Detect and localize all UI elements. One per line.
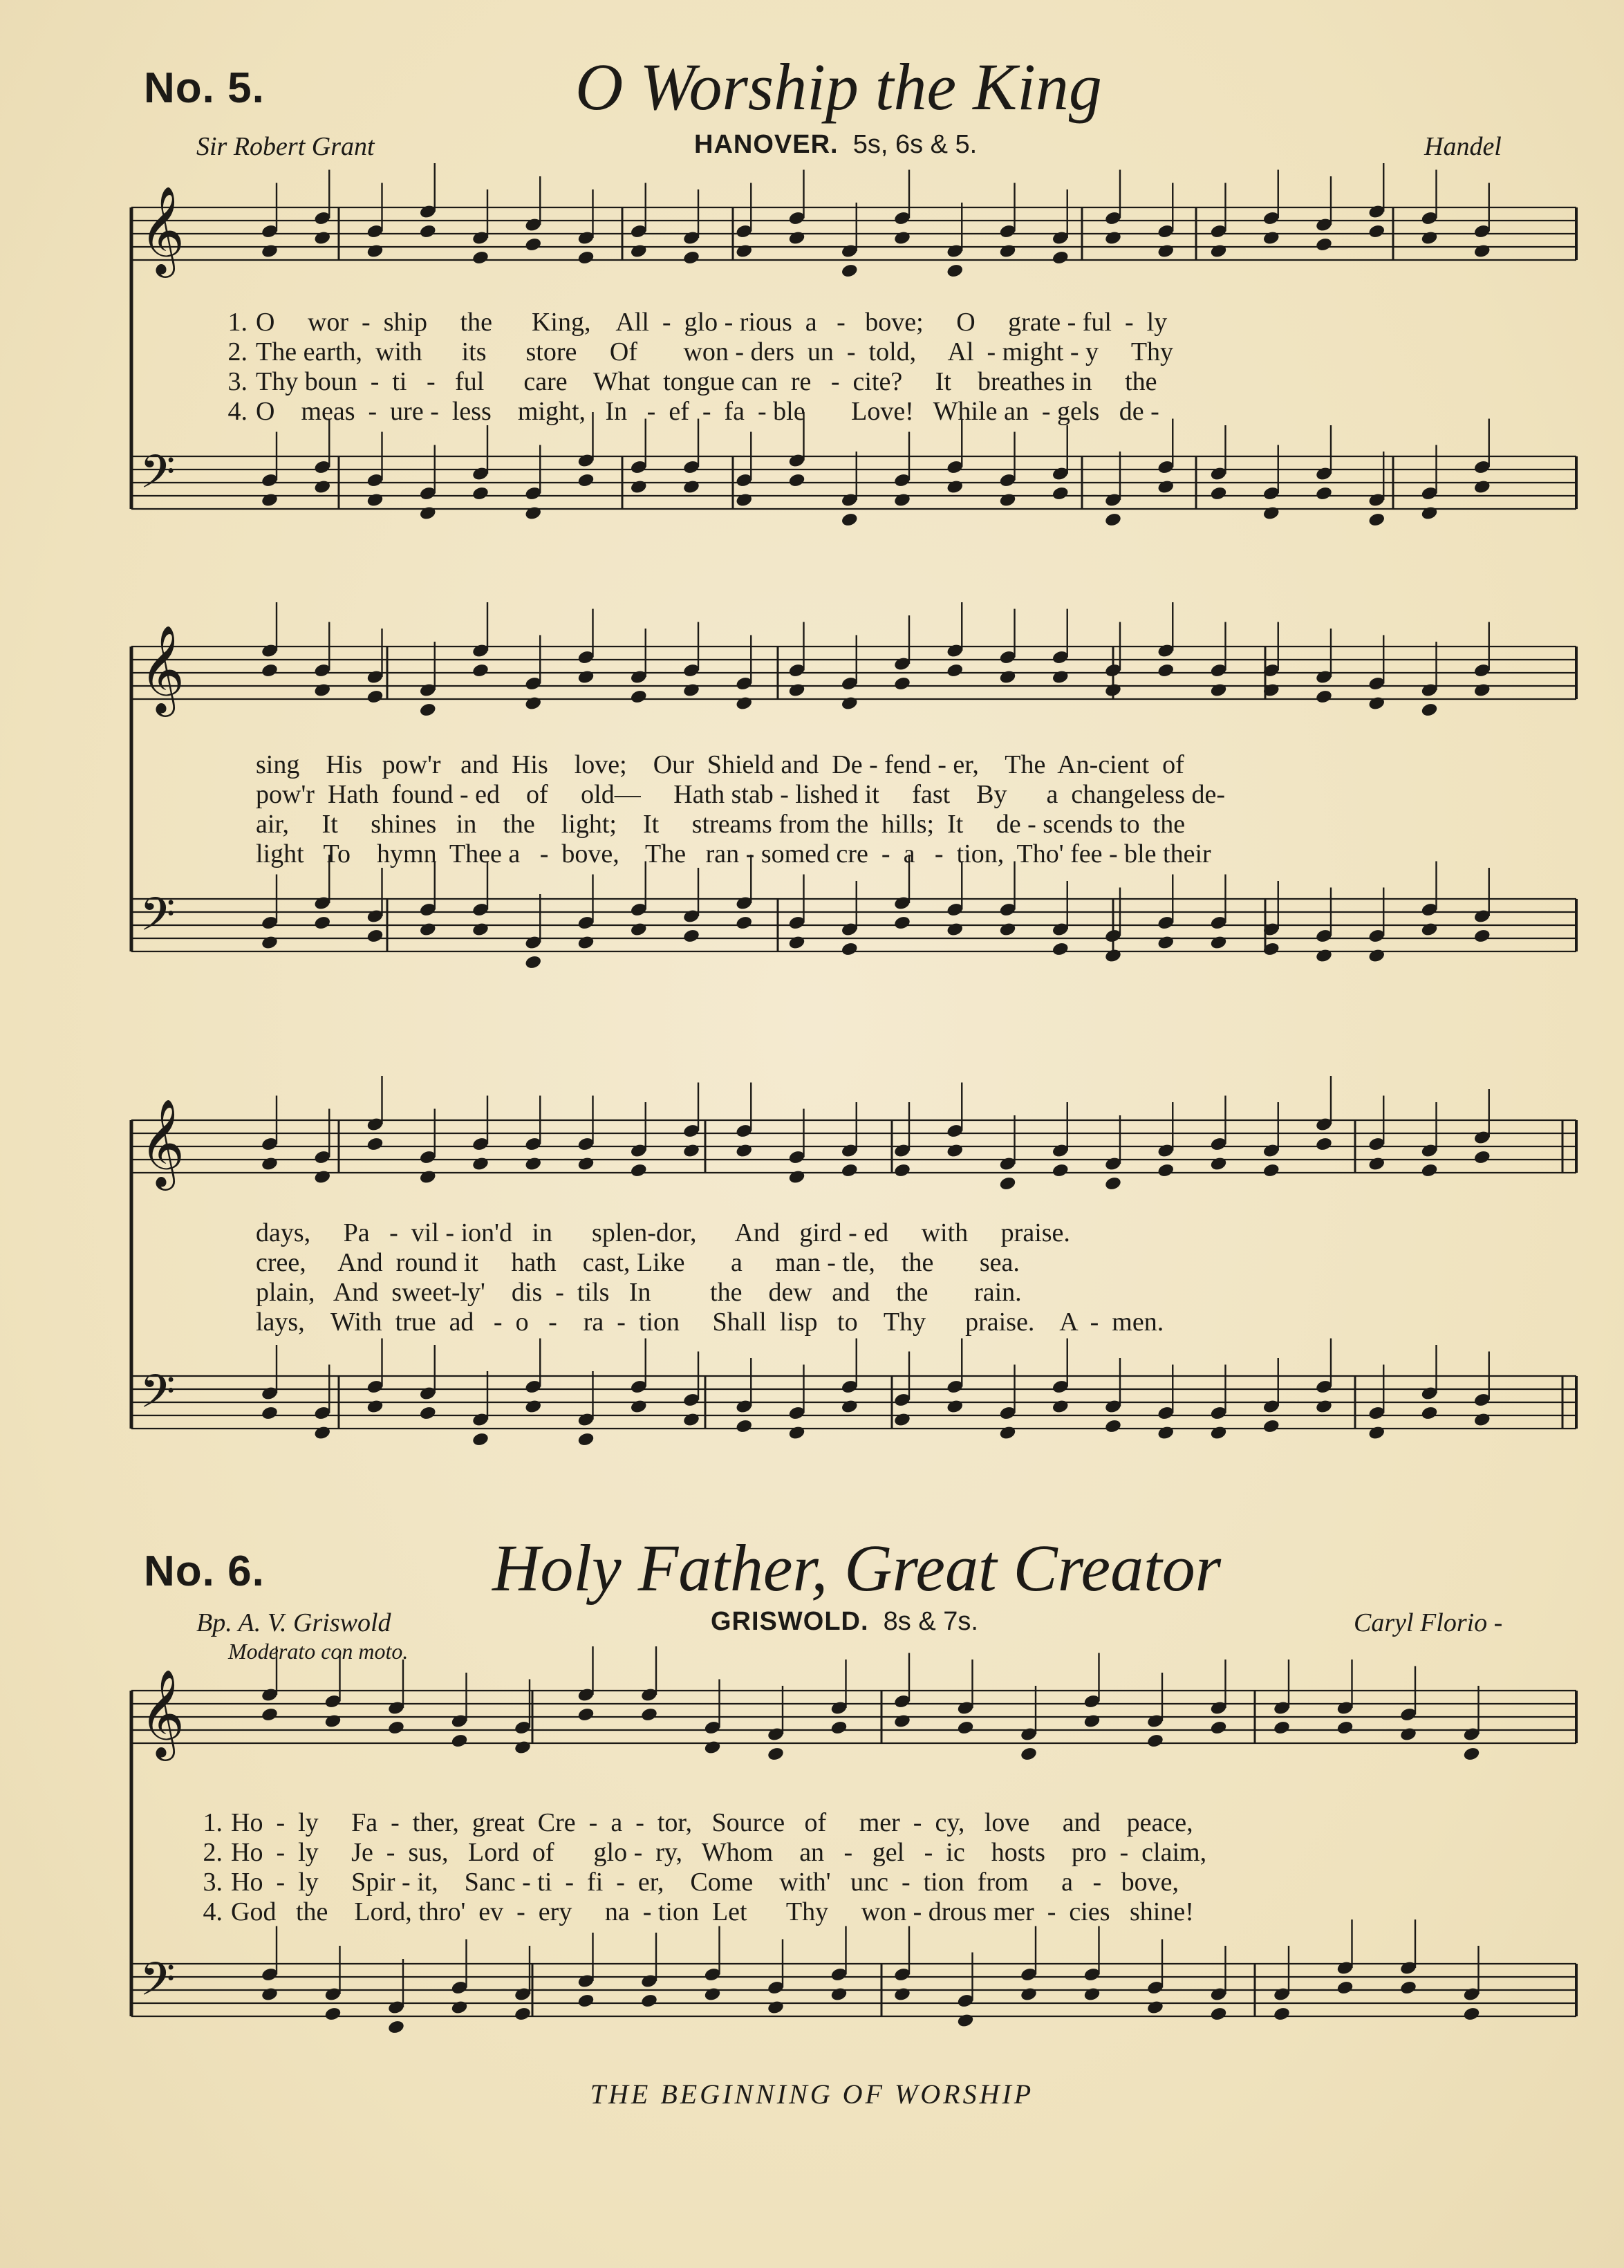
note-head xyxy=(893,1987,911,2002)
lyric-line xyxy=(207,1308,1164,1337)
note-head xyxy=(1420,1405,1438,1421)
note-head xyxy=(998,1175,1016,1191)
page-footer: THE BEGINNING OF WORSHIP xyxy=(590,2079,1034,2110)
note-head xyxy=(630,922,648,938)
note-head xyxy=(1368,512,1385,528)
note-head xyxy=(893,230,911,246)
note-head xyxy=(735,243,753,259)
hymn-composer: Handel xyxy=(1424,132,1502,161)
note-head xyxy=(1473,928,1491,944)
note-head xyxy=(1104,1175,1122,1191)
lyrics-block xyxy=(207,308,1173,427)
verse-number xyxy=(207,1218,256,1248)
note-head xyxy=(1209,1720,1227,1736)
note-head xyxy=(1020,1987,1038,2002)
note-head xyxy=(703,1987,721,2002)
note-head xyxy=(1020,1746,1038,1762)
note-head xyxy=(261,935,279,951)
treble-clef: 𝄞 xyxy=(140,624,185,713)
note-head xyxy=(1399,1980,1417,1996)
note-head xyxy=(830,1987,848,2002)
note-head xyxy=(1368,948,1385,964)
note-head xyxy=(998,922,1016,938)
bass-clef: 𝄢 xyxy=(140,888,176,952)
note-head xyxy=(630,479,648,495)
note-head xyxy=(419,922,437,938)
treble-clef: 𝄞 xyxy=(140,1669,185,1757)
note-head xyxy=(682,479,700,495)
note-head xyxy=(735,696,753,712)
note-head xyxy=(524,954,542,970)
note-head xyxy=(841,941,859,957)
note-head xyxy=(1315,485,1333,501)
treble-clef: 𝄞 xyxy=(140,185,185,274)
verse-number xyxy=(207,1278,256,1308)
note-head xyxy=(366,492,384,508)
note-head xyxy=(1262,1162,1280,1178)
note-head xyxy=(387,1720,405,1736)
note-head xyxy=(1315,948,1333,964)
note-head xyxy=(324,2006,342,2022)
note-head xyxy=(577,1156,595,1172)
lyric-text: God the Lord, thro' ev - ery na - tion Let Thy won - drous mer - cies shine! xyxy=(231,1897,1194,1926)
tune-name: HANOVER. xyxy=(694,130,839,159)
note-head xyxy=(1157,479,1175,495)
note-head xyxy=(1209,682,1227,698)
note-head xyxy=(841,512,859,528)
lyric-line xyxy=(207,810,1225,839)
lyric-text: sing His pow'r and His love; Our Shield and De - fend - er, The An-cient of xyxy=(256,750,1184,779)
note-head xyxy=(313,1425,331,1441)
note-head xyxy=(514,2006,532,2022)
note-head xyxy=(261,492,279,508)
note-head xyxy=(577,669,595,685)
tune-name: GRISWOLD. xyxy=(711,1607,869,1636)
note-head xyxy=(956,1720,974,1736)
note-head xyxy=(1273,1720,1291,1736)
hymn-title: O Worship the King xyxy=(575,50,1102,124)
note-head xyxy=(1462,1746,1480,1762)
note-head xyxy=(1336,1720,1354,1736)
hymn-number: No. 5. xyxy=(144,64,265,112)
treble-clef: 𝄞 xyxy=(140,1098,185,1187)
note-head xyxy=(1462,2006,1480,2022)
lyric-line xyxy=(207,397,1173,427)
note-head xyxy=(1368,1156,1385,1172)
note-head xyxy=(893,492,911,508)
verse-number: 4. xyxy=(227,397,248,426)
note-head xyxy=(1399,1727,1417,1742)
note-head xyxy=(1157,935,1175,951)
note-head xyxy=(313,682,331,698)
note-head xyxy=(1473,1149,1491,1165)
note-head xyxy=(524,1399,542,1415)
note-head xyxy=(787,935,805,951)
verse-number: 3. xyxy=(227,367,248,396)
lyric-text: Ho - ly Spir - it, Sanc - ti - fi - er, Come with' unc - tion from a - bove, xyxy=(231,1868,1179,1897)
note-head xyxy=(682,928,700,944)
note-head xyxy=(1473,479,1491,495)
note-head xyxy=(1420,702,1438,718)
note-head xyxy=(1052,1162,1070,1178)
note-head xyxy=(1262,505,1280,521)
note-head xyxy=(946,1143,964,1159)
note-head xyxy=(261,1987,279,2002)
verse-number xyxy=(207,750,256,780)
note-head xyxy=(472,1156,489,1172)
note-head xyxy=(946,1399,964,1415)
note-head xyxy=(630,243,648,259)
lyric-line xyxy=(207,839,1225,869)
lyric-line xyxy=(207,1248,1164,1278)
lyrics-block xyxy=(207,750,1225,869)
lyric-text: air, It shines in the light; It streams from the hills; It de - scends to the xyxy=(256,810,1186,839)
note-head xyxy=(387,2019,405,2035)
lyric-line xyxy=(183,1808,1206,1838)
verse-number xyxy=(207,1308,256,1337)
lyric-line xyxy=(207,337,1173,367)
note-head xyxy=(261,1405,279,1421)
verse-number: 4. xyxy=(203,1897,223,1926)
note-head xyxy=(830,1720,848,1736)
note-head xyxy=(841,696,859,712)
note-head xyxy=(998,1425,1016,1441)
note-head xyxy=(893,915,911,931)
note-head xyxy=(640,1707,658,1722)
note-head xyxy=(767,2000,785,2016)
note-head xyxy=(682,1412,700,1428)
hymn-composer: Caryl Florio - xyxy=(1354,1608,1503,1637)
hymn-author: Bp. A. V. Griswold xyxy=(196,1608,391,1637)
note-head xyxy=(472,485,489,501)
verse-number: 1. xyxy=(203,1808,223,1837)
note-head xyxy=(1157,662,1175,678)
note-head xyxy=(577,1707,595,1722)
lyric-line xyxy=(207,1218,1164,1248)
bass-clef: 𝄢 xyxy=(140,1365,176,1429)
note-head xyxy=(313,1169,331,1185)
note-head xyxy=(998,669,1016,685)
note-head xyxy=(946,479,964,495)
note-head xyxy=(1104,230,1122,246)
note-head xyxy=(946,662,964,678)
note-head xyxy=(1262,230,1280,246)
note-head xyxy=(1052,1399,1070,1415)
verse-number: 2. xyxy=(227,337,248,366)
lyrics-block xyxy=(183,1808,1206,1927)
lyric-text: days, Pa - vil - ion'd in splen-dor, And gird - ed with praise. xyxy=(256,1218,1070,1247)
note-head xyxy=(946,922,964,938)
note-head xyxy=(324,1713,342,1729)
note-head xyxy=(841,263,859,279)
tempo-marking: Moderato con moto. xyxy=(228,1639,409,1664)
lyric-line xyxy=(183,1868,1206,1897)
lyric-line xyxy=(207,1278,1164,1308)
note-head xyxy=(1273,2006,1291,2022)
note-head xyxy=(450,2000,468,2016)
note-head xyxy=(998,492,1016,508)
note-head xyxy=(1209,2006,1227,2022)
note-head xyxy=(735,915,753,931)
note-head xyxy=(261,1156,279,1172)
verse-number: 3. xyxy=(203,1868,223,1897)
bass-clef: 𝄢 xyxy=(140,1953,176,2017)
lyric-text: The earth, with its store Of won - ders un - told, Al - might - y Thy xyxy=(256,337,1174,366)
note-head xyxy=(893,1713,911,1729)
note-head xyxy=(640,1993,658,2009)
note-head xyxy=(841,1399,859,1415)
verse-number xyxy=(207,839,256,869)
note-head xyxy=(577,250,595,266)
note-head xyxy=(1052,485,1070,501)
note-head xyxy=(514,1740,532,1756)
note-head xyxy=(682,1143,700,1159)
verse-number xyxy=(207,1248,256,1278)
note-head xyxy=(1315,689,1333,705)
note-head xyxy=(946,263,964,279)
note-head xyxy=(703,1740,721,1756)
note-head xyxy=(419,223,437,239)
note-head xyxy=(1420,505,1438,521)
lyric-text: lays, With true ad - o - ra - tion Shall lisp to Thy praise. A - men. xyxy=(256,1308,1164,1337)
verse-number: 2. xyxy=(203,1838,223,1867)
note-head xyxy=(419,1169,437,1185)
tune-meter: 5s, 6s & 5. xyxy=(852,130,978,159)
note-head xyxy=(1368,223,1385,239)
note-head xyxy=(630,1162,648,1178)
hymn-author: Sir Robert Grant xyxy=(196,132,375,161)
note-head xyxy=(366,928,384,944)
note-head xyxy=(1146,2000,1164,2016)
bass-clef: 𝄢 xyxy=(140,445,176,510)
note-head xyxy=(682,682,700,698)
lyric-text: light To hymn Thee a - bove, The ran - somed cre - a - tion, Tho' fee - ble their xyxy=(256,839,1211,868)
note-head xyxy=(1052,669,1070,685)
note-head xyxy=(767,1746,785,1762)
note-head xyxy=(630,1399,648,1415)
note-head xyxy=(313,230,331,246)
note-head xyxy=(1052,941,1070,957)
note-head xyxy=(1209,243,1227,259)
note-head xyxy=(735,492,753,508)
note-head xyxy=(313,915,331,931)
note-head xyxy=(472,922,489,938)
lyric-line xyxy=(207,780,1225,810)
note-head xyxy=(1262,1418,1280,1434)
note-head xyxy=(787,472,805,488)
lyric-text: Ho - ly Fa - ther, great Cre - a - tor, Source of mer - cy, love and peace, xyxy=(231,1808,1193,1837)
lyric-text: O meas - ure - less might, In - ef - fa - ble Love! While an - gels de - xyxy=(256,397,1159,426)
note-head xyxy=(1315,236,1333,252)
note-head xyxy=(524,505,542,521)
lyric-line xyxy=(183,1897,1206,1927)
note-head xyxy=(1209,1425,1227,1441)
note-head xyxy=(472,1431,489,1447)
note-head xyxy=(1336,1980,1354,1996)
note-head xyxy=(1104,948,1122,964)
note-head xyxy=(630,689,648,705)
tune-meter: 8s & 7s. xyxy=(883,1607,978,1636)
note-head xyxy=(1157,1162,1175,1178)
note-head xyxy=(366,243,384,259)
note-head xyxy=(1083,1987,1101,2002)
note-head xyxy=(1368,1425,1385,1441)
note-head xyxy=(1209,485,1227,501)
note-head xyxy=(524,236,542,252)
note-head xyxy=(472,250,489,266)
note-head xyxy=(1473,682,1491,698)
hymn-title: Holy Father, Great Creator xyxy=(492,1531,1222,1605)
note-head xyxy=(841,1162,859,1178)
note-head xyxy=(1420,922,1438,938)
note-head xyxy=(419,505,437,521)
note-head xyxy=(261,1707,279,1722)
note-head xyxy=(893,1412,911,1428)
note-head xyxy=(366,689,384,705)
verse-number xyxy=(207,810,256,839)
note-head xyxy=(577,472,595,488)
note-head xyxy=(577,1431,595,1447)
lyric-line xyxy=(207,308,1173,337)
note-head xyxy=(261,662,279,678)
note-head xyxy=(956,2013,974,2029)
note-head xyxy=(1104,512,1122,528)
note-head xyxy=(1209,1156,1227,1172)
note-head xyxy=(1420,1162,1438,1178)
lyric-line xyxy=(207,367,1173,397)
note-head xyxy=(787,1169,805,1185)
note-head xyxy=(1157,243,1175,259)
note-head xyxy=(450,1733,468,1749)
note-head xyxy=(1473,243,1491,259)
note-head xyxy=(998,243,1016,259)
note-head xyxy=(893,676,911,691)
note-head xyxy=(735,1418,753,1434)
note-head xyxy=(1104,682,1122,698)
note-head xyxy=(366,1136,384,1152)
note-head xyxy=(419,1405,437,1421)
note-head xyxy=(1368,696,1385,712)
note-head xyxy=(1315,1136,1333,1152)
lyrics-block xyxy=(207,1218,1164,1337)
lyric-text: cree, And round it hath cast, Like a man - tle, the sea. xyxy=(256,1248,1020,1277)
note-head xyxy=(472,662,489,678)
note-head xyxy=(261,243,279,259)
note-head xyxy=(787,682,805,698)
note-head xyxy=(1157,1425,1175,1441)
note-head xyxy=(577,935,595,951)
lyric-line xyxy=(207,750,1225,780)
note-head xyxy=(1420,230,1438,246)
note-head xyxy=(787,1425,805,1441)
note-head xyxy=(524,696,542,712)
note-head xyxy=(1083,1713,1101,1729)
lyric-line xyxy=(183,1838,1206,1868)
hymn-number: No. 6. xyxy=(144,1547,265,1595)
note-head xyxy=(893,1162,911,1178)
note-head xyxy=(366,1399,384,1415)
note-head xyxy=(524,1156,542,1172)
verse-number xyxy=(207,780,256,810)
note-head xyxy=(787,230,805,246)
note-head xyxy=(313,479,331,495)
note-head xyxy=(577,1993,595,2009)
note-head xyxy=(1052,250,1070,266)
lyric-text: pow'r Hath found - ed of old— Hath stab - lished it fast By a changeless de- xyxy=(256,780,1226,809)
lyric-text: O wor - ship the King, All - glo - rious a - bove; O grate - ful - ly xyxy=(256,308,1168,337)
note-head xyxy=(1473,1412,1491,1428)
lyric-text: Ho - ly Je - sus, Lord of glo - ry, Whom an - gel - ic hosts pro - claim, xyxy=(231,1838,1207,1867)
lyric-text: plain, And sweet-ly' dis - tils In the dew and the rain. xyxy=(256,1278,1022,1307)
note-head xyxy=(682,250,700,266)
note-head xyxy=(1146,1733,1164,1749)
note-head xyxy=(1209,935,1227,951)
lyric-text: Thy boun - ti - ful care What tongue can re - cite? It breathes in the xyxy=(256,367,1157,396)
verse-number: 1. xyxy=(227,308,248,337)
note-head xyxy=(1104,1418,1122,1434)
note-head xyxy=(735,1143,753,1159)
note-head xyxy=(1315,1399,1333,1415)
note-head xyxy=(419,702,437,718)
